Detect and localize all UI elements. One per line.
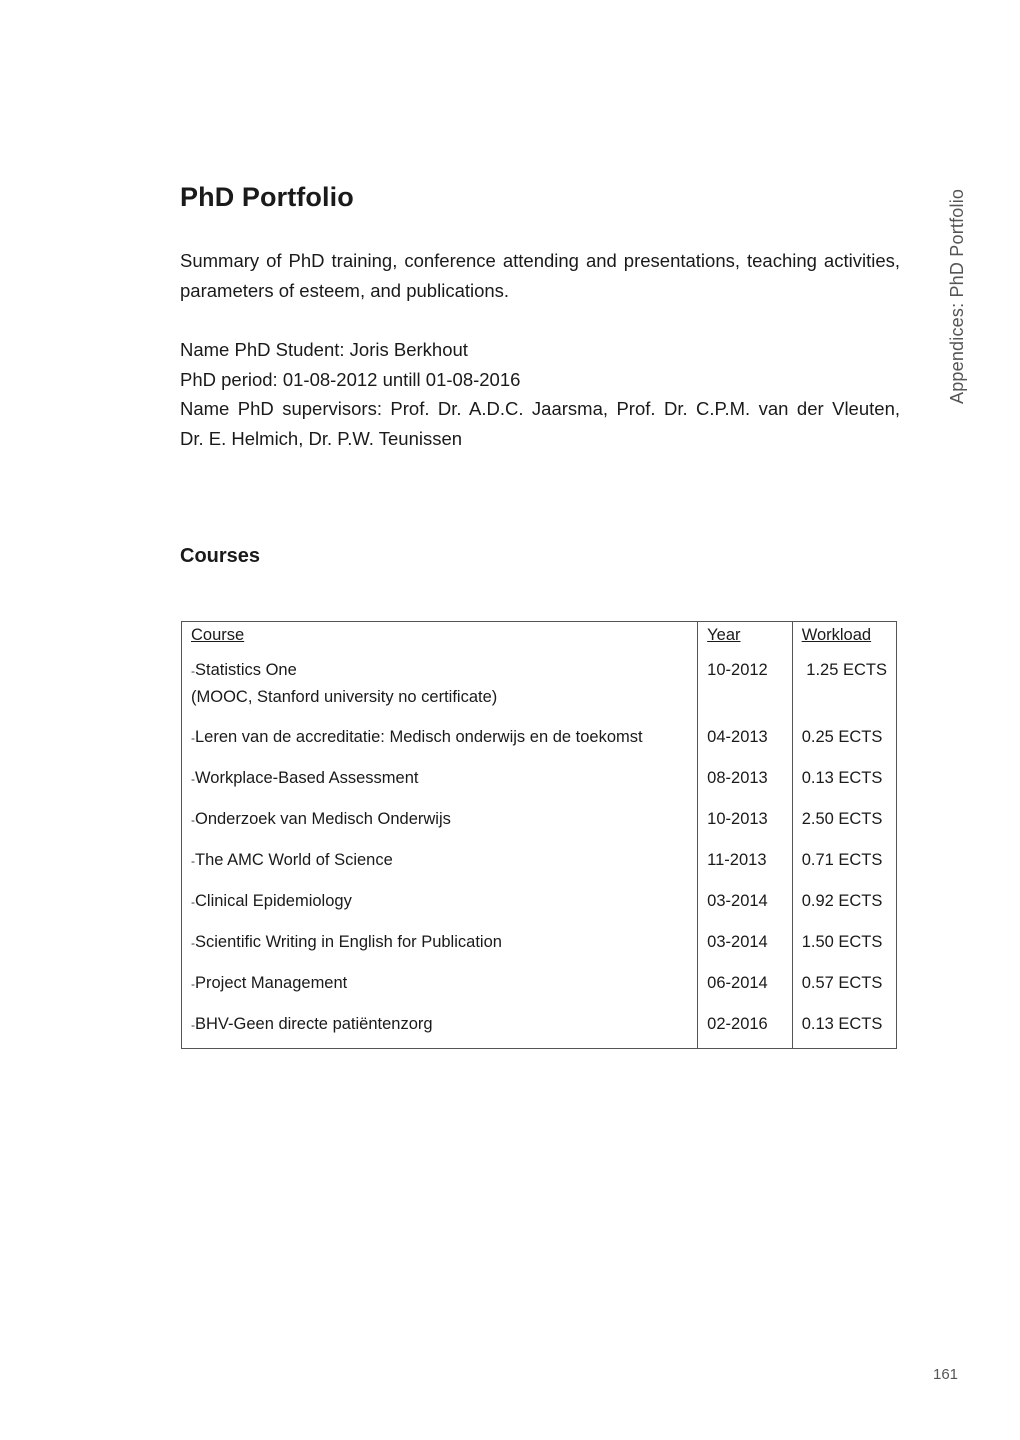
workload-cell: 0.13 ECTS (792, 758, 896, 799)
supervisors-line-continued: Dr. E. Helmich, Dr. P.W. Teunissen (180, 427, 463, 449)
workload-cell: 1.50 ECTS (792, 922, 896, 963)
table-row (182, 922, 897, 963)
courses-heading: Courses (180, 545, 261, 567)
bullet-dash: - (191, 936, 195, 950)
year-cell: 10-2012 (698, 650, 793, 717)
summary-paragraph: Summary of PhD training, conference attending and presentations, teaching activities, parameters of esteem, and publications. (180, 250, 900, 301)
courses-table (181, 621, 897, 1049)
course-cell (182, 758, 698, 799)
bullet-dash: - (191, 1018, 195, 1032)
bullet-dash: - (191, 813, 195, 827)
page-title: PhD Portfolio (180, 182, 354, 212)
course-cell (182, 650, 698, 717)
workload-cell: 0.71 ECTS (792, 840, 896, 881)
year-cell: 06-2014 (698, 963, 793, 1004)
page-number: 161 (933, 1366, 959, 1383)
workload-column-header: Workload (792, 622, 896, 651)
course-column-header: Course (182, 622, 698, 651)
phd-period-line: PhD period: 01-08-2012 untill 01-08-2016 (180, 368, 521, 390)
course-name: Onderzoek van Medisch Onderwijs (195, 810, 451, 828)
year-cell: 03-2014 (698, 881, 793, 922)
table-row (182, 758, 897, 799)
year-column-header: Year (698, 622, 793, 651)
bullet-dash: - (191, 772, 195, 786)
side-tab-label: Appendices: PhD Portfolio (947, 188, 967, 404)
year-cell: 02-2016 (698, 1004, 793, 1049)
course-cell (182, 717, 698, 758)
course-name: Workplace-Based Assessment (195, 769, 419, 787)
course-name: Scientific Writing in English for Publication (195, 933, 502, 951)
table-row (182, 881, 897, 922)
table-row (182, 840, 897, 881)
course-cell (182, 922, 698, 963)
table-row (182, 1004, 897, 1049)
course-name: The AMC World of Science (195, 851, 393, 869)
course-cell (182, 840, 698, 881)
bullet-dash: - (191, 895, 195, 909)
table-row (182, 799, 897, 840)
workload-cell: 1.25 ECTS (792, 650, 896, 717)
workload-cell: 2.50 ECTS (792, 799, 896, 840)
year-cell: 03-2014 (698, 922, 793, 963)
course-name: Leren van de accreditatie: Medisch onderwijs en de toekomst (195, 728, 643, 746)
year-cell: 08-2013 (698, 758, 793, 799)
workload-cell: 0.92 ECTS (792, 881, 896, 922)
bullet-dash: - (191, 977, 195, 991)
bullet-dash: - (191, 854, 195, 868)
table-row (182, 963, 897, 1004)
bullet-dash: - (191, 731, 195, 745)
year-cell: 10-2013 (698, 799, 793, 840)
year-cell: 04-2013 (698, 717, 793, 758)
supervisors-line: Name PhD supervisors: Prof. Dr. A.D.C. Jaarsma, Prof. Dr. C.P.M. van der Vleuten, (180, 398, 900, 419)
table-row (182, 717, 897, 758)
course-name: Clinical Epidemiology (195, 892, 352, 910)
student-name-line: Name PhD Student: Joris Berkhout (180, 339, 468, 360)
course-note: (MOOC, Stanford university no certificate) (191, 688, 498, 706)
table-row (182, 650, 897, 717)
workload-cell: 0.57 ECTS (792, 963, 896, 1004)
course-name: Project Management (195, 974, 348, 992)
workload-cell: 0.13 ECTS (792, 1004, 896, 1049)
course-cell (182, 963, 698, 1004)
course-name: BHV-Geen directe patiëntenzorg (195, 1015, 433, 1033)
table-header-row (182, 622, 897, 651)
bullet-dash: - (191, 664, 195, 678)
course-name: Statistics One (195, 661, 297, 679)
course-cell (182, 799, 698, 840)
course-cell (182, 1004, 698, 1049)
workload-cell: 0.25 ECTS (792, 717, 896, 758)
student-info (180, 335, 900, 453)
course-cell (182, 881, 698, 922)
year-cell: 11-2013 (698, 840, 793, 881)
